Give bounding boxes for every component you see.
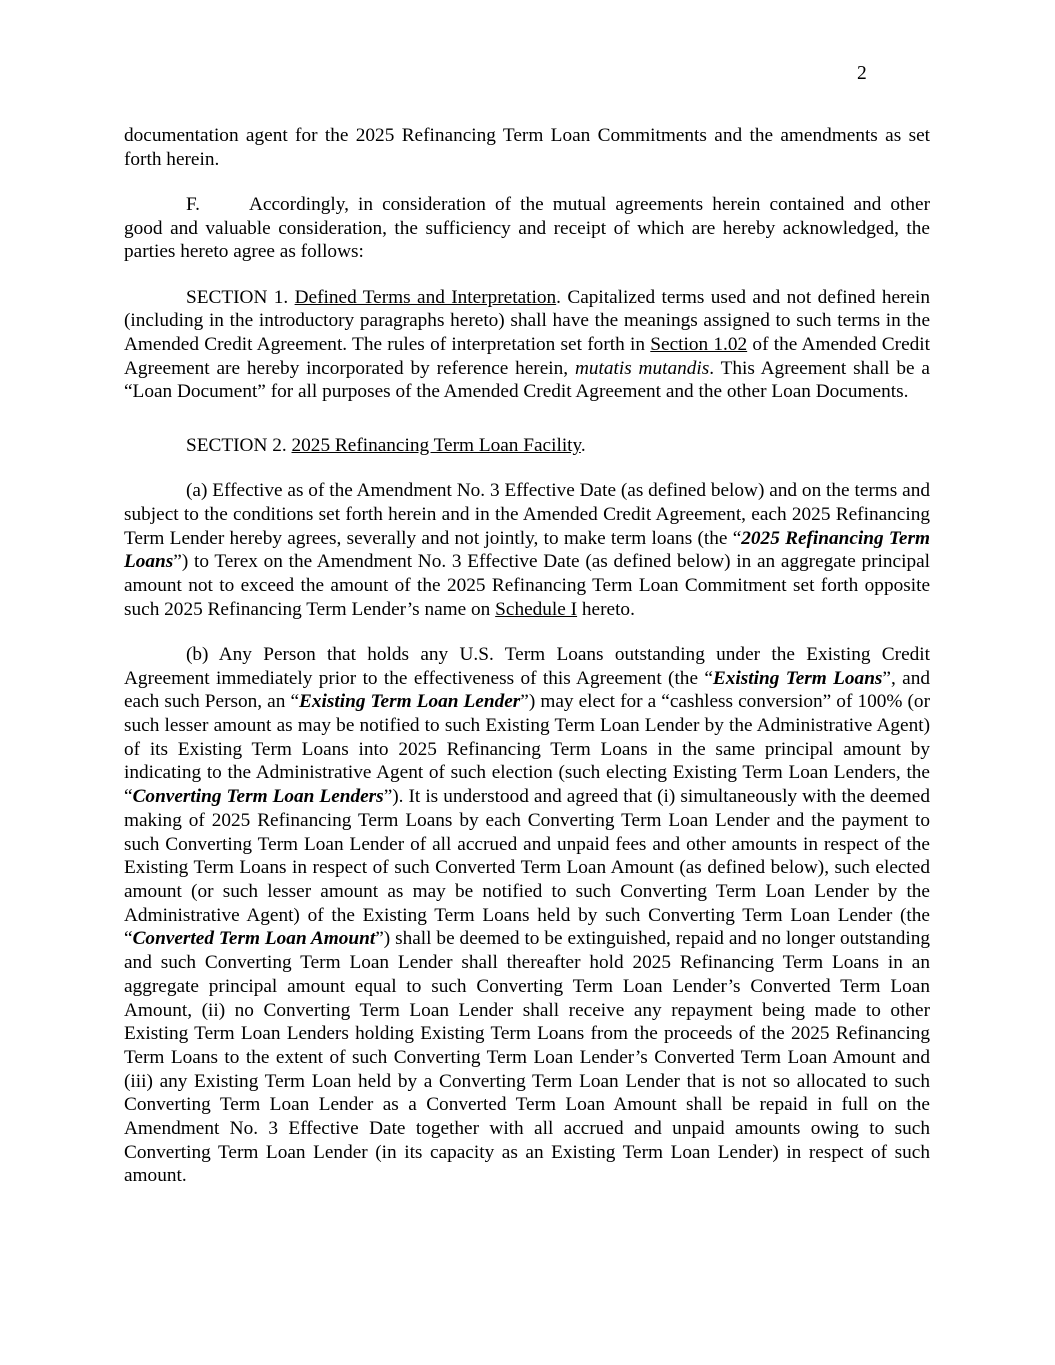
- defined-term: Converting Term Loan Lenders: [132, 786, 384, 808]
- text-run: ”, and each such Person, an “: [124, 667, 930, 713]
- text-run: (a) Effective as of the Amendment No. 3 Effective Date (as defined below) and on the terms and subject to the conditions set forth herein and in the Amended Credit Agreement, each 2025 Refinancing Term Lender hereby agrees, severally and not jointly, to make term loans (the “: [124, 480, 930, 549]
- paragraph-intro-continuation: [124, 124, 930, 171]
- document-body: [124, 124, 930, 1210]
- paragraph-section-1: [124, 286, 930, 405]
- paragraph-section-2b: [124, 643, 930, 1188]
- text-run: ”) shall be deemed to be extinguished, repaid and no longer outstanding and such Converting Term Loan Lender shall thereafter hold 2025 Refinancing Term Loans in an aggregate principal amount equal to such Converting Term Loan Lender’s Converted Term Loan Amount, (ii) no Converting Term Loan Lender shall receive any repayment being made to other Existing Term Loan Lenders holding Existing Term Loans from the proceeds of the 2025 Refinancing Term Loans to the extent of such Converting Term Loan Lender’s Converted Term Loan Amount and (iii) any Existing Term Loan held by a Converting Term Loan Lender that is not so allocated to such Converting Term Loan Lender as a Converted Term Loan Amount shall be repaid in full on the Amendment No. 3 Effective Date together with all accrued and unpaid amounts owing to such Converting Term Loan Lender (in its capacity as an Existing Term Loan Lender) in respect of such amount.: [124, 928, 931, 1187]
- text-run: of the Amended Credit Agreement are hereby incorporated by reference herein,: [124, 333, 930, 379]
- page-number: 2: [857, 63, 867, 84]
- paragraph-recital-f: [124, 193, 930, 264]
- defined-term: Converted Term Loan Amount: [132, 928, 376, 950]
- text-run: . This Agreement shall be a “Loan Document” for all purposes of the Amended Credit Agreement and the other Loan Documents.: [124, 357, 930, 403]
- recital-label: F.: [186, 193, 200, 215]
- cross-reference: Section 1.02: [650, 333, 748, 355]
- text-run: (b) Any Person that holds any U.S. Term Loans outstanding under the Existing Credit Agreement immediately prior to the effectiveness of this Agreement (the “: [124, 643, 930, 689]
- defined-term: Existing Term Loans: [712, 667, 883, 689]
- italic-phrase: mutatis mutandis: [574, 357, 710, 379]
- text-run: ”) to Terex on the Amendment No. 3 Effective Date (as defined below) in an aggregate principal amount not to exceed the amount of the 2025 Refinancing Term Loan Commitment set forth opposite such 2025 Refinancing Term Lender’s name on: [124, 551, 930, 620]
- defined-term: Existing Term Loan Lender: [299, 691, 521, 713]
- text-run: .: [580, 435, 586, 457]
- defined-term: 2025 Refinancing Term Loans: [124, 527, 930, 573]
- cross-reference: Schedule I: [495, 598, 578, 620]
- text-run: SECTION 2.: [186, 435, 292, 457]
- paragraph-section-2a: [124, 479, 930, 621]
- cross-reference: 2025 Refinancing Term Loan Facility: [291, 435, 581, 457]
- paragraph-section-2: [124, 434, 930, 458]
- text-run: . Capitalized terms used and not defined herein (including in the introductory paragraphs hereto) shall have the meanings assigned to such terms in the Amended Credit Agreement. The rules of interpretation set forth in: [124, 286, 931, 355]
- text-run: ”). It is understood and agreed that (i) simultaneously with the deemed making of 2025 Refinancing Term Loans by each Converting Term Loan Lender and the payment to such Converting Term Loan Lender of all accrued and unpaid fees and other amounts in respect of the Existing Term Loans in respect of such Converted Term Loan Amount (as defined below), such elected amount (or such lesser amount as may be notified to such Converting Term Loan Lender by the Administrative Agent) of the Existing Term Loans held by such Converting Term Loan Lender (the “: [124, 786, 930, 950]
- text-run: documentation agent for the 2025 Refinancing Term Loan Commitments and the amendments as set forth herein.: [124, 125, 930, 170]
- cross-reference: Defined Terms and Interpretation: [294, 286, 557, 308]
- text-run: SECTION 1.: [186, 286, 295, 308]
- text-run: Accordingly, in consideration of the mutual agreements herein contained and other good and valuable consideration, the sufficiency and receipt of which are hereby acknowledged, the parties hereto agree as follows:: [124, 193, 930, 263]
- text-run: hereto.: [577, 598, 635, 620]
- text-run: ”) may elect for a “cashless conversion” of 100% (or such lesser amount as may be notified to such Existing Term Loan Lender by the Administrative Agent) of its Existing Term Loans into 2025 Refinancing Term Loans in the same principal amount by indicating to the Administrative Agent of such election (such electing Existing Term Loan Lenders, the “: [124, 691, 930, 808]
